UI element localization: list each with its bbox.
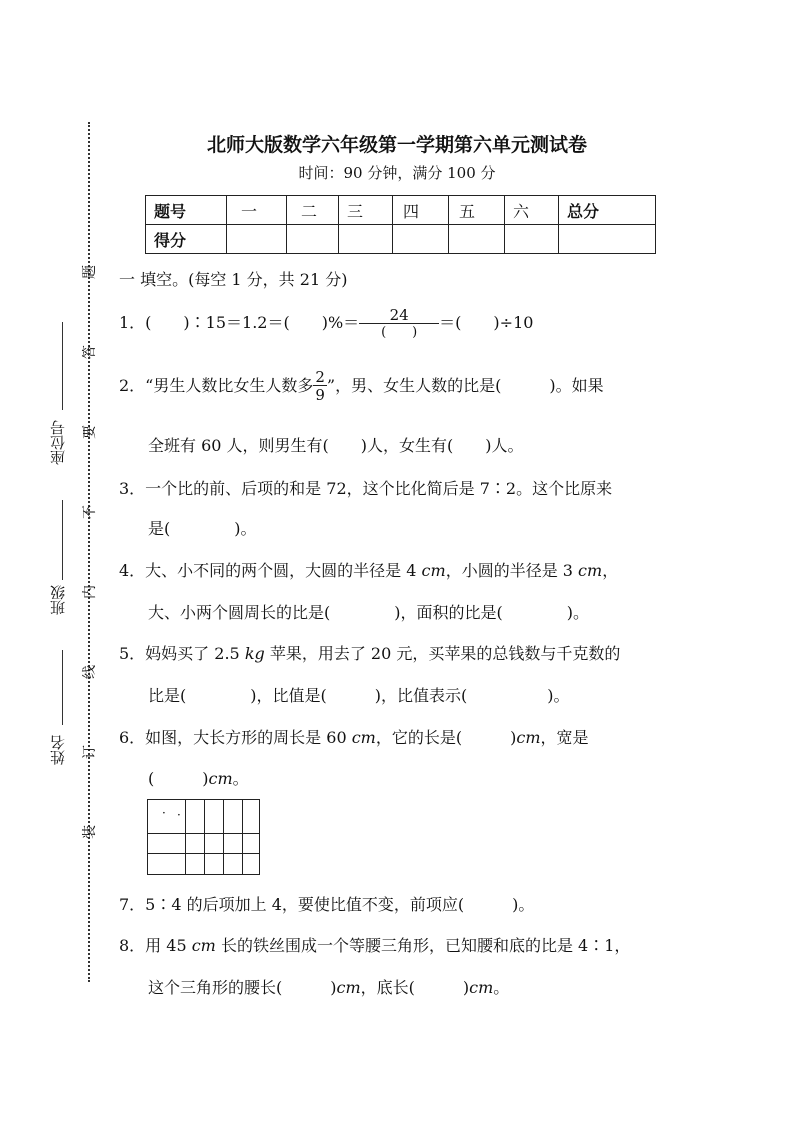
- name-label: 姓名: [49, 735, 67, 765]
- score-cell: 六: [505, 196, 559, 225]
- grid-hline: [148, 853, 259, 854]
- question-3-line2: 是( )。: [148, 519, 257, 538]
- q8-line2-b: ，底长( ): [360, 978, 470, 997]
- binding-dotted-line: [88, 122, 90, 982]
- q1-fraction: [359, 308, 439, 339]
- question-5-line2: 比是( )，比值是( )，比值表示( )。: [148, 686, 570, 705]
- grid-vline: [223, 800, 224, 874]
- page-title: 北师大版数学六年级第一学期第六单元测试卷: [206, 134, 587, 156]
- binding-char: 不: [82, 505, 98, 519]
- binding-char: 装: [82, 825, 98, 839]
- score-cell: 五: [449, 196, 505, 225]
- q1-pre: 1．( )∶15＝1.2＝( )%＝: [119, 313, 360, 332]
- q6-unit: cm: [516, 728, 541, 747]
- score-input-cell[interactable]: [505, 225, 559, 254]
- binding-char: 题: [82, 265, 98, 279]
- q2-post: ”，男、女生人数的比是( )。如果: [326, 376, 604, 395]
- score-cell: 二: [287, 196, 339, 225]
- q4-unit: cm: [421, 561, 446, 580]
- score-cell: 三: [339, 196, 393, 225]
- q6-part-c: ，宽是: [540, 728, 589, 747]
- question-7: 7．5∶4 的后项加上 4，要使比值不变，前项应( )。: [119, 895, 535, 914]
- class-underline: [62, 500, 63, 580]
- score-table: [145, 195, 656, 254]
- q4-part-a: 4．大、小不同的两个圆，大圆的半径是 4: [119, 561, 422, 580]
- grid-vline: [204, 800, 205, 874]
- question-3: 3．一个比的前、后项的和是 72，这个比化简后是 7∶2。这个比原来: [119, 479, 613, 498]
- q2-numerator: 2: [315, 368, 325, 386]
- q8-line2-c: 。: [493, 978, 510, 997]
- score-input-cell[interactable]: [339, 225, 393, 254]
- binding-char: 订: [82, 745, 98, 759]
- score-table-score-row: [146, 225, 656, 254]
- q4-unit: cm: [578, 561, 603, 580]
- question-5: [119, 641, 620, 664]
- rectangle-figure: [147, 799, 260, 875]
- page-subtitle: 时间：90 分钟，满分 100 分: [298, 164, 496, 182]
- score-cell: 题号: [146, 196, 227, 225]
- q6-part-b: ，它的长是( ): [375, 728, 517, 747]
- score-input-cell[interactable]: [227, 225, 287, 254]
- q2-pre: 2．“男生人数比女生人数多: [119, 376, 314, 395]
- question-6: [119, 725, 589, 748]
- question-1: [119, 308, 533, 339]
- q5-part-b: 苹果，用去了 20 元，买苹果的总钱数与千克数的: [264, 644, 621, 663]
- q6-unit: cm: [208, 769, 233, 788]
- q8-part-b: 长的铁丝围成一个等腰三角形，已知腰和底的比是 4∶1，: [215, 936, 631, 955]
- grid-vline: [242, 800, 243, 874]
- score-input-cell[interactable]: [287, 225, 339, 254]
- grid-dot: ·: [177, 808, 181, 822]
- seat-number-label: 座位号: [49, 420, 67, 465]
- grid-dot: ·: [162, 806, 166, 820]
- class-label: 班级: [49, 585, 67, 615]
- grid-hline: [148, 833, 259, 834]
- q2-denominator: 9: [315, 386, 325, 404]
- score-cell: 总分: [559, 196, 656, 225]
- score-cell: 得分: [146, 225, 227, 254]
- score-input-cell[interactable]: [559, 225, 656, 254]
- score-input-cell[interactable]: [449, 225, 505, 254]
- question-6-line2: [148, 766, 249, 789]
- q4-part-c: ，: [602, 561, 619, 580]
- score-cell: 一: [227, 196, 287, 225]
- q5-part-a: 5．妈妈买了 2.5: [119, 644, 245, 663]
- q8-unit: cm: [336, 978, 361, 997]
- binding-char: 要: [82, 425, 98, 439]
- q8-part-a: 8．用 45: [119, 936, 192, 955]
- q6-line2-end: 。: [232, 769, 249, 788]
- score-cell: 四: [393, 196, 449, 225]
- q8-line2-a: 这个三角形的腰长( ): [148, 978, 337, 997]
- binding-char: 线: [82, 665, 98, 679]
- question-2: [119, 370, 604, 403]
- question-2-line2: 全班有 60 人，则男生有( )人，女生有( )人。: [148, 436, 524, 455]
- q2-fraction: [313, 370, 327, 403]
- question-8: [119, 933, 630, 956]
- q1-post: ＝( )÷10: [439, 313, 534, 332]
- q6-part-a: 6．如图，大长方形的周长是 60: [119, 728, 352, 747]
- section-heading: 一 填空。(每空 1 分，共 21 分): [119, 270, 348, 289]
- q6-unit: cm: [351, 728, 376, 747]
- q1-denominator: ( ): [381, 325, 418, 340]
- question-8-line2: [148, 975, 509, 998]
- score-table-header-row: [146, 196, 656, 225]
- q8-unit: cm: [191, 936, 216, 955]
- seat-number-underline: [62, 322, 63, 410]
- binding-char: 答: [82, 345, 98, 359]
- grid-vline: [185, 800, 186, 874]
- score-input-cell[interactable]: [393, 225, 449, 254]
- name-underline: [62, 650, 63, 725]
- question-4: [119, 558, 618, 581]
- binding-char: 内: [82, 585, 98, 599]
- q6-line2-blank: ( ): [148, 769, 209, 788]
- q1-numerator: 24: [359, 308, 439, 324]
- q5-unit: kg: [244, 644, 265, 663]
- question-4-line2: 大、小两个圆周长的比是( )，面积的比是( )。: [148, 603, 589, 622]
- q4-part-b: ，小圆的半径是 3: [445, 561, 579, 580]
- q8-unit: cm: [469, 978, 494, 997]
